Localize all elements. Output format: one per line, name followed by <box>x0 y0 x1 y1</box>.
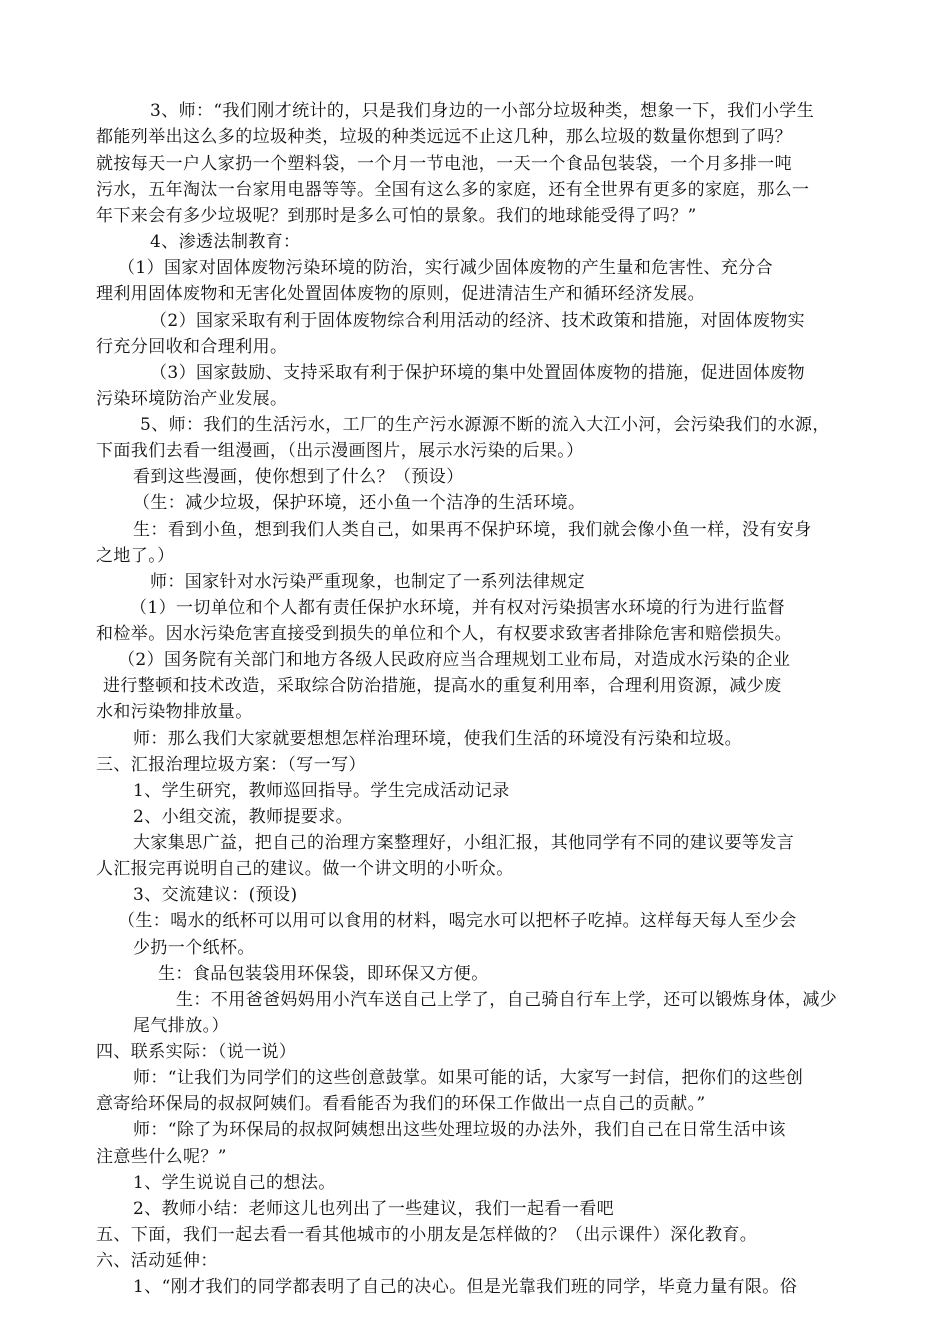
text-line: 进行整顿和技术改造，采取综合防治措施，提高水的重复利用率，合理利用资源，减少废 <box>103 676 782 696</box>
text-line: 师：“让我们为同学们的这些创意鼓掌。如果可能的话，大家写一封信，把你们的这些创 <box>133 1068 804 1088</box>
text-line: 尾气排放。） <box>133 1016 229 1036</box>
text-line: 3、师：“我们刚才统计的，只是我们身边的一小部分垃圾种类，想象一下，我们小学生 <box>150 101 815 121</box>
text-line: 污染环境防治产业发展。 <box>96 389 288 409</box>
text-line: （1）一切单位和个人都有责任保护水环境，并有权对污染损害水环境的行为进行监督 <box>130 598 786 618</box>
text-line: 看到这些漫画，使你想到了什么？（预设） <box>133 467 464 487</box>
text-line: 生：食品包装袋用环保袋，即环保又方便。 <box>158 964 489 984</box>
text-line: 1、学生说说自己的想法。 <box>133 1173 336 1193</box>
text-line: 4、渗透法制教育： <box>150 232 301 252</box>
text-line: 都能列举出这么多的垃圾种类，垃圾的种类远远不止这几种，那么垃圾的数量你想到了吗？ <box>96 127 792 147</box>
section-heading: 四、联系实际：（说一说） <box>96 1042 297 1062</box>
text-line: （2）国务院有关部门和地方各级人民政府应当合理规划工业布局，对造成水污染的企业 <box>118 650 791 670</box>
text-line: 生：看到小鱼，想到我们人类自己，如果再不保护环境，我们就会像小鱼一样，没有安身 <box>133 520 812 540</box>
text-line: 1、学生研究，教师巡回指导。学生完成活动记录 <box>133 781 510 801</box>
text-line: 之地了。） <box>96 546 175 566</box>
section-heading: 三、汇报治理垃圾方案：（写一写） <box>96 755 366 775</box>
text-line: 水和污染物排放量。 <box>96 702 253 722</box>
text-line: 生：不用爸爸妈妈用小汽车送自己上学了，自己骑自行车上学，还可以锻炼身体，减少 <box>176 990 838 1010</box>
section-heading: 五、下面，我们一起去看一看其他城市的小朋友是怎样做的？（出示课件）深化教育。 <box>96 1225 758 1245</box>
text-line: 1、“刚才我们的同学都表明了自己的决心。但是光靠我们班的同学，毕竟力量有限。俗 <box>133 1277 798 1297</box>
text-line: 5、师：我们的生活污水，工厂的生产污水源源不断的流入大江小河，会污染我们的水源， <box>140 415 830 435</box>
text-line: 2、小组交流，教师提要求。 <box>133 807 354 827</box>
text-line: 和检举。因水污染危害直接受到损失的单位和个人，有权要求致害者排除危害和赔偿损失。 <box>96 624 792 644</box>
text-line: 2、教师小结：老师这儿也列出了一些建议，我们一起看一看吧 <box>133 1199 615 1219</box>
section-heading: 六、活动延伸： <box>96 1251 218 1271</box>
text-line: 大家集思广益，把自己的治理方案整理好，小组汇报，其他同学有不同的建议要等发言 <box>133 833 795 853</box>
text-line: 注意些什么呢？” <box>96 1147 227 1167</box>
text-line: 行充分回收和合理利用。 <box>96 337 288 357</box>
text-line: （生：喝水的纸杯可以用可以食用的材料，喝完水可以把杯子吃掉。这样每天每人至少会 <box>118 911 797 931</box>
text-line: （1）国家对固体废物污染环境的防治，实行减少固体废物的产生量和危害性、充分合 <box>118 258 774 278</box>
text-line: （2）国家采取有利于固体废物综合利用活动的经济、技术政策和措施，对固体废物实 <box>150 311 806 331</box>
text-line: 师：那么我们大家就要想想怎样治理环境，使我们生活的环境没有污染和垃圾。 <box>133 729 742 749</box>
text-line: 人汇报完再说明自己的建议。做一个讲文明的小听众。 <box>96 859 514 879</box>
text-line: 理利用固体废物和无害化处置固体废物的原则，促进清洁生产和循环经济发展。 <box>96 284 705 304</box>
text-line: 3、交流建议：(预设) <box>133 885 298 905</box>
text-line: 意寄给环保局的叔叔阿姨们。看看能否为我们的环保工作做出一点自己的贡献。” <box>96 1094 706 1114</box>
text-line: （生：减少垃圾，保护环境，还小鱼一个洁净的生活环境。 <box>133 493 586 513</box>
text-line: 污水，五年淘汰一台家用电器等等。全国有这么多的家庭，还有全世界有更多的家庭，那么一 <box>96 180 810 200</box>
text-line: 师：国家针对水污染严重现象，也制定了一系列法律规定 <box>150 572 585 592</box>
text-line: 就按每天一户人家扔一个塑料袋，一个月一节电池，一天一个食品包装袋，一个月多排一吨 <box>96 154 792 174</box>
text-line: 少扔一个纸杯。 <box>133 938 255 958</box>
text-line: （3）国家鼓励、支持采取有利于保护环境的集中处置固体废物的措施，促进固体废物 <box>150 363 806 383</box>
text-line: 下面我们去看一组漫画，（出示漫画图片，展示水污染的后果。） <box>96 441 584 461</box>
text-line: 师：“除了为环保局的叔叔阿姨想出这些处理垃圾的办法外，我们自己在日常生活中该 <box>133 1120 786 1140</box>
text-line: 年下来会有多少垃圾呢？到那时是多么可怕的景象。我们的地球能受得了吗？” <box>96 206 697 226</box>
